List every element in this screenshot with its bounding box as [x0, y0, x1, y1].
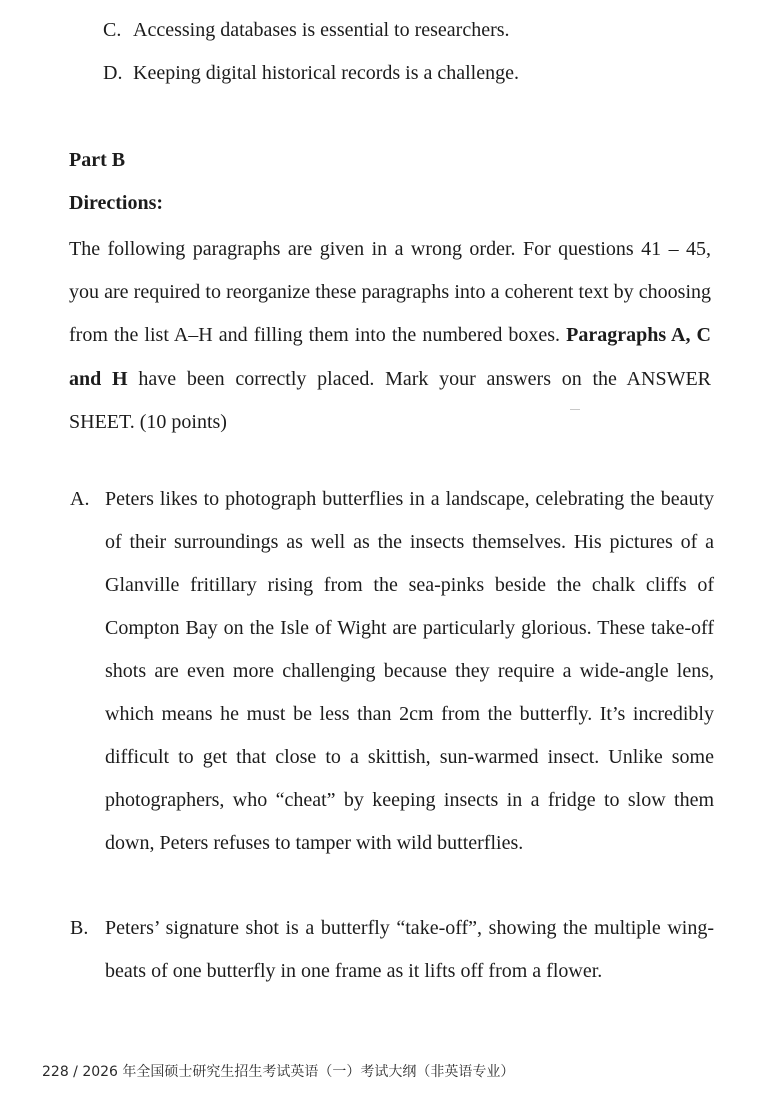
directions-label: Directions: [69, 192, 164, 214]
directions-bold: Paragraphs A, C and H [69, 324, 712, 390]
option-text: Keeping digital historical records is a challenge. [133, 62, 519, 84]
paragraph-a [70, 478, 714, 865]
option-d [103, 59, 519, 87]
directions-text [69, 228, 711, 444]
part-title: Part B [69, 149, 126, 171]
paragraph-b [70, 907, 714, 993]
paragraph-body: Peters likes to photograph butterflies in a landscape, celebrating the beauty of their surroundings as well as the insects themselves. His pictures of a Glanville fritillary rising from the sea-pinks beside the chalk cliffs of Compton Bay on the Isle of Wight are particularly glorious. These take-off shots are even more challenging because they require a wide-angle lens, which means he must be less than 2cm from the butterfly. It’s incredibly difficult to get that close to a skittish, sun-warmed insect. Unlike some photographers, who “cheat” by keeping insects in a fridge to slow them down, Peters refuses to tamper with wild butterflies. [105, 488, 714, 854]
paragraph-label: A. [70, 488, 90, 510]
paragraph-label: B. [70, 917, 89, 939]
option-c [103, 16, 510, 44]
option-letter: D. [103, 62, 123, 84]
option-text: Accessing databases is essential to researchers. [133, 19, 510, 41]
paragraph-body: Peters’ signature shot is a butterfly “take-off”, showing the multiple wing-beats of one butterfly in one frame as it lifts off from a flower. [105, 917, 714, 982]
scan-speck [570, 409, 580, 410]
directions-rest: have been correctly placed. Mark your answers on the ANSWER SHEET. (10 points) [69, 367, 711, 433]
option-letter: C. [103, 19, 122, 41]
page-footer: 228 / 2026 年全国硕士研究生招生考试英语（一）考试大纲（非英语专业） [42, 1064, 515, 1080]
directions-intro: The following paragraphs are given in a wrong order. For questions 41 – 45, you are required to reorganize these paragraphs into a coherent text by choosing from the list A–H and filling them into the numbered boxes. [69, 238, 711, 347]
